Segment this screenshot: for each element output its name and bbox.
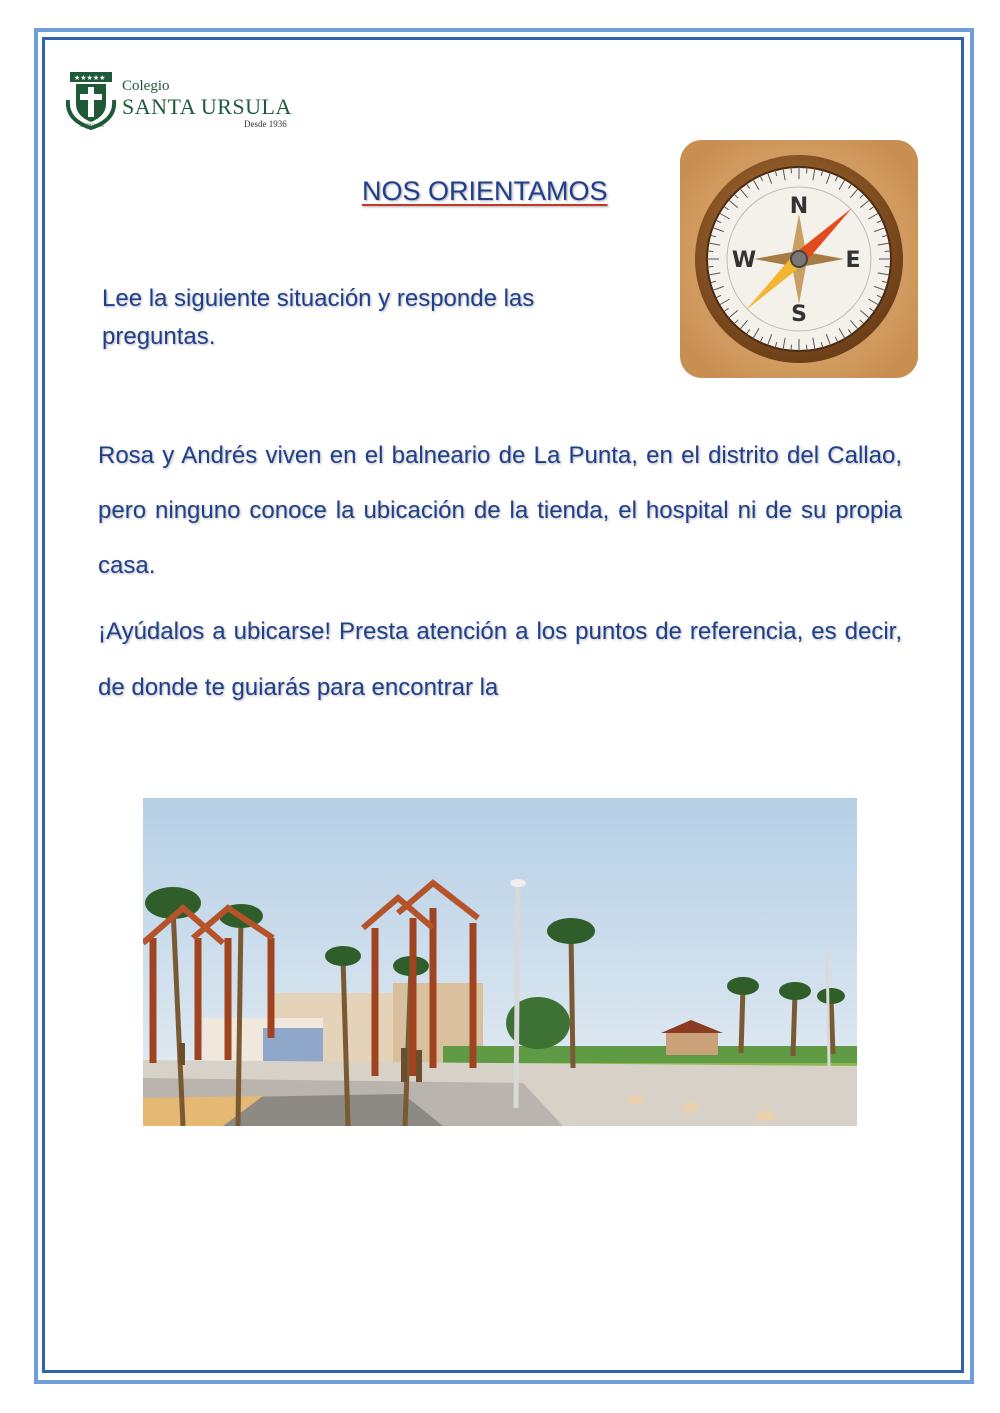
paragraph-2: ¡Ayúdalos a ubicarse! Presta atención a los puntos de referencia, es decir, de donde te guiarás para encontrar la (98, 618, 902, 701)
svg-text:★★★★★: ★★★★★ (74, 74, 106, 82)
park-scene-image (143, 798, 857, 1126)
page-title: NOS ORIENTAMOS (362, 176, 608, 206)
compass-south: S (791, 302, 807, 327)
compass-west: W (731, 248, 757, 273)
compass-north: N (789, 194, 809, 219)
paragraph-1: Rosa y Andrés viven en el balneario de La Punta, en el distrito del Callao, pero ninguno conoce la ubicación de la tienda, el hospital ni de su propia casa. (98, 442, 902, 579)
compass-image (680, 140, 918, 378)
school-crest-icon (66, 70, 118, 130)
compass-tick (791, 345, 792, 351)
logo-motto: SERVIAM (79, 123, 104, 129)
compass-tick (885, 266, 891, 267)
compass-tick (806, 167, 807, 173)
instruction-text: Lee la siguiente situación y responde las preguntas. (102, 285, 535, 350)
logo-since: Desde 1936 (244, 119, 287, 129)
compass-tick (791, 167, 792, 173)
compass-tick (707, 266, 713, 267)
la-punta-photo (143, 798, 857, 1126)
logo-colegio: Colegio (122, 78, 170, 94)
compass-icon (680, 140, 918, 378)
compass-tick (707, 251, 713, 252)
compass-east: E (845, 248, 861, 273)
compass-tick (885, 251, 891, 252)
compass-tick (806, 345, 807, 351)
logo-school-name: SANTA URSULA (122, 94, 292, 119)
school-logo (66, 70, 306, 130)
